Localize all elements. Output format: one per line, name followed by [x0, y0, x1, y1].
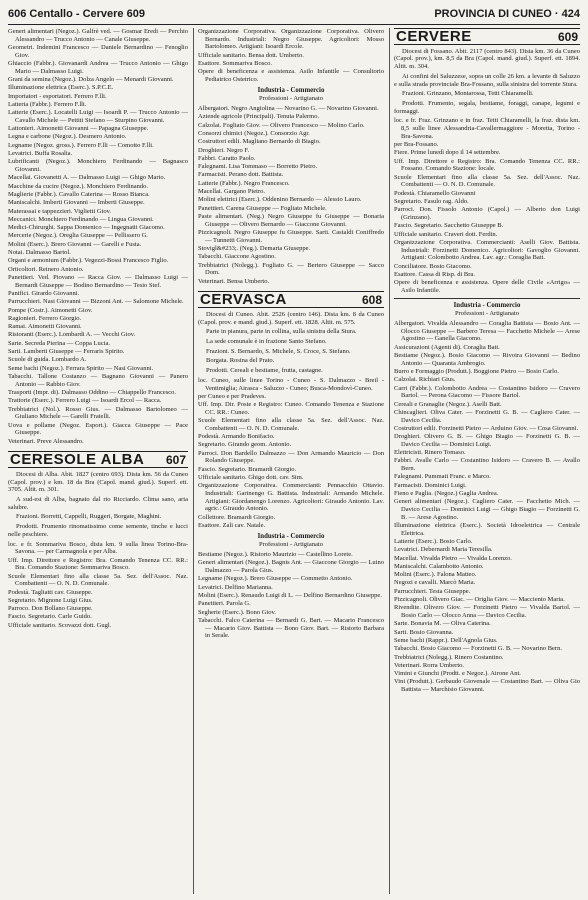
directory-entry: Falegnami. Lisa Tommaso — Borretto Pietro. — [198, 163, 318, 171]
directory-entry: Ramai. Aimonetti Giovanni. — [8, 323, 82, 331]
directory-entry: Farmacisti. Dominici Luigi. — [394, 481, 467, 489]
directory-entry: Generi alimentari (Negoz.). Cagliero Cater. — Facchetto Mich. — Davico Cecilia — Dominici Luigi — Ghigo Biagio — Forzinetti G. B. — Arese Agostino. — [394, 498, 580, 521]
ufficiale-sanitario: Ufficiale sanitario. Ghigo dott. cav. Sim. — [198, 474, 304, 482]
directory-entry: Stovigl&#233;. (Neg.). Demaria Giuseppe. — [198, 244, 311, 252]
fascio: Fascio. Segretario. Bramardi Giorgio. — [198, 465, 297, 473]
directory-entry: Farmacisti. Perano dott. Battista. — [198, 171, 284, 179]
directory-entry: Trebbiatrici (Nolegg.). Fogliato G. — Bertero Giuseppe — Sacco Dom. — [198, 261, 384, 277]
town-note: loc. e fr. Fraz. Grinzano e in fraz. Tetti Chiaramelli, la fraz. dista km. 8,5 sulle linee Alessandria-Cavallermaggiore - Moretta, Torino - Bra-Savona. — [394, 117, 580, 140]
directory-entry: Geometri. Indemini Francesco — Daniele Bernardino — Fenoglio Giov. — [8, 44, 188, 59]
podesta: Podestà. Armando Bonifacio. — [198, 433, 275, 441]
directory-entry: Parrucchieri. Nasi Giovanni — Bizzoni Ant. — Salomone Michele. — [8, 298, 184, 306]
opere-beneficenza: Opere di beneficenza e assistenza. Opere delle Civile «Arrigo» — Asilo Infantile. — [394, 279, 580, 294]
column-divider — [389, 28, 390, 894]
directory-entry: Illuminazione elettrica (Eserc.). Società Idroelettrica — Centrale Elettrica. — [394, 522, 580, 537]
frazioni: Frazioni. Borretti, Cappelli, Ruggeri, Borgate, Maghini. — [16, 513, 162, 521]
entry-list — [198, 28, 384, 84]
town-intro: Parte in pianura, parte in collina, sulla sinistra della Stura. — [206, 328, 357, 336]
directory-entry: Seme bachi (Negoz.). Ferrara Spirito — Nasi Giovanni. — [8, 364, 154, 372]
frazioni: Frazioni. S. Bernardo, S. Michele, S. Croce, S. Stefano. — [206, 347, 351, 355]
directory-entry: Negozi e cavalli. Marcò Maria. — [394, 579, 476, 587]
directory-entry: Carri (Fabbr.). Colombotto Andrea — Costantino Isidoro — Cravero Bartol. — Perona Giacomo — Fissore Bartol. — [394, 384, 580, 400]
directory-entry: Elettricisti. Rinero Tomaso. — [394, 449, 466, 457]
section-rule — [394, 298, 580, 299]
column-1 — [8, 28, 188, 894]
town-number: 608 — [361, 293, 382, 308]
directory-entry: Macellai. Gargano Pietro. — [198, 188, 266, 196]
esattore: Esattore. Cassa di Risp. di Bra. — [394, 270, 475, 278]
directory-entry: Panifici. Girardo Giovanni. — [8, 289, 80, 297]
directory-entry: Grani da semina (Negoz.). Dolza Angelo — Menardi Giovanni. — [8, 76, 174, 83]
directory-entry: Veterinari. Bensa Umberto. — [198, 277, 270, 285]
directory-entry: Segherie (Eserc.). Bono Giov. — [198, 608, 276, 616]
directory-entry: Latteria (Fabbr.). Ferrero F.lli. — [8, 100, 87, 108]
directory-entry: Sarti. Lamberti Giuseppe — Ferraris Spirito. — [8, 348, 125, 356]
directory-entry: Tabacchi. Tallone Costanzo — Bagnano Giovanni — Panero Antonio — Rabbio Giov. — [8, 372, 188, 388]
directory-entry: Albergatori. Vivalda Alessandro — Coraglia Battista — Bosio Ant. — Olocco Giuseppe — Barbero Teresa — Facchetto Michele — Arese Agostino — Ganella Giacomo. — [394, 319, 580, 343]
directory-entry: Levatrici. Delfino Marianna. — [198, 583, 273, 591]
notes-list — [198, 377, 384, 433]
town-intro: La sede comunale è in frazione Santo Stefano. — [206, 338, 327, 346]
town-note: per Bra-Fossano. — [394, 141, 439, 149]
directory-entry: Pizzicagnoli. Olivero Giac. — Origlia Giov. — Macciento Maria. — [394, 596, 565, 604]
notes-list — [394, 117, 580, 189]
directory-entry: Tabacchi. Falco Caterina — Bernardi G. Bart. — Macario Francesco — Macario Giov. Battista — Bono Giov. Bart. — Ristorto Barbara in Serale. — [198, 616, 384, 640]
town-name: CERVERE — [396, 28, 472, 45]
town-number: 607 — [165, 453, 186, 468]
directory-entry: Organizzazione Corporativa. Organizzazione Corporativa. Olivero Bernardo. Industriali: Negro Giuseppe. Agricoltori: Mosso Bartolomeo. Artigiani: Isoardi Ercole. — [198, 28, 384, 51]
directory-entry: Legname (Negoz. gross.). Ferrero F.lli — Comotto F.lli. — [8, 141, 154, 149]
directory-entry: Panettieri. Carena Giuseppe — Fogliato Michele. — [198, 204, 327, 212]
directory-entry: Consorzi chimici (Negoz.). Consorzio Agr. — [198, 130, 310, 137]
section-subheading: Professioni - Artigianato — [259, 95, 323, 103]
directory-entry: Pompe (Costr.). Aimonetti Giov. — [8, 306, 93, 314]
town-name: CERESOLE ALBA — [10, 451, 145, 469]
directory-entry: Notai. Dalmasso Bartol. — [8, 249, 71, 257]
town-note: per Cuneo e per Pradeves. — [198, 392, 267, 400]
ufficiale-sanitario: Ufficiale sanitario. Scovazzi dott. Gugl. — [8, 621, 112, 629]
podesta: Podestà. Tagliatti cav. Giuseppe. — [8, 588, 93, 596]
directory-entry: Sarti. Bosio Giovanna. — [394, 628, 454, 636]
directory-entry: Trasporti (Impr. di). Dalmasso Oddino — Chiappello Francesco. — [8, 388, 177, 396]
directory-entry: Macellai. Giovanetti A. — Dalmasso Luigi — Ghigo Mario. — [8, 174, 166, 182]
directory-entry: Legna e carbone (Negoz.). Desmero Antonio. — [8, 133, 127, 141]
town-note: Scuole Elementari fino alla classe 5a. Sez. dell'Assoc. Naz. Combattenti — O. N. D. Comunale. — [394, 173, 580, 189]
segretario: Segretario. Girando geom. Antonio. — [198, 441, 292, 449]
directory-entry: Droghieri. Olivero G. B. — Ghigo Biagio — Forzinetti G. B. — Davico Cecilia — Dominici Luigi. — [394, 433, 580, 448]
directory-entry: Illuminazione elettrica (Eserc.). S.P.C.E. — [8, 84, 114, 92]
directory-entry: Macellai. Vivalda Pietro — Vivalda Lorenzo. — [394, 554, 512, 562]
ufficiale-sanitario: Ufficiale sanitario. Craveri dott. Ferdin. — [394, 230, 498, 238]
directory-entry: Generi alimentari (Negoz.). Bagnis Ant. — Giaccone Giorgio — Luino Dalmazzo — Parola Gius. — [198, 559, 384, 575]
directory-entry: Sarte. Secreda Pierina — Coppa Lucia. — [8, 339, 110, 347]
directory-entry: Ragionieri. Ferrero Giorgio. — [8, 314, 82, 322]
entry-list — [8, 28, 188, 445]
parroci: Parroci. Don. Fissolo Antonio (Capol.) — Alberto don Luigi (Grinzano). — [394, 206, 580, 221]
header-left: 606 Centallo - Cervere 609 — [8, 8, 145, 20]
directory-entry: Meccanici. Monchiero Ferdinando — Lingua Giovanni. — [8, 215, 154, 223]
directory-entry: Levatrici. Debernardi Maria Teresilla. — [394, 546, 493, 554]
segretario: Segretario. Mignone Luigi Gius. — [8, 596, 93, 604]
directory-entry: Molini (Eserc.). Renaudo Luigi di L. — Delfino Bernardino Giuseppe. — [198, 592, 382, 600]
collettore: Collettore. Bramardi Giorgio. — [198, 513, 276, 521]
esattore: Esattore. Zali cav. Natale. — [198, 522, 266, 530]
town-note: Scuole Elementari fino alla classe 5a. Sez. dell'Assoc. Naz. Combattenti — O. N. D. Comunale. — [8, 572, 188, 588]
directory-entry: Materassai e tappezzieri. Viglietti Giov. — [8, 207, 112, 215]
directory-entry: Latterie (Eserc.). Bosio Carlo. — [394, 538, 473, 545]
town-note: Uff. Imp. Direttore e Registro: Bra. Comando Tenenza CC. RR.: Bra. Comando Stazione: Sommariva Bosco. — [8, 556, 188, 572]
directory-entry: Vini (Produtt.). Gerbaudo Giovenale — Costantino Bart. — Oliva Gio Battista — Marchisio Giovanni. — [394, 678, 580, 694]
directory-entry: Assicurazioni (Agenti di). Coraglia Batt. — [394, 343, 500, 351]
directory-entry: Latterie (Fabbr.). Negro Francesco. — [198, 179, 290, 187]
town-number: 609 — [557, 30, 578, 44]
directory-entry: Esattore. Sommariva Bosco. — [198, 60, 273, 67]
directory-entry: Burro e Formaggio (Produtt.). Boggione Pietro — Bosio Carlo. — [394, 367, 559, 375]
section-heading: Industria - Commercio — [257, 532, 325, 540]
town-intro: Diocesi di Cuneo. Abit. 2526 (centro 146). Dista km. 8 da Cuneo (Capol. prov. e mand. giud.). Superf. ett. 1828. Altit. m. 575. — [198, 310, 384, 326]
directory-entry: Veterinari. Preve Alessandro. — [8, 437, 84, 445]
fascio: Fascio. Segretario. Sacchetto Giuseppe B. — [394, 222, 504, 230]
directory-entry: Cereali e Granaglie (Negoz.). Aselli Batt. — [394, 400, 502, 408]
directory-entry: Ufficiale sanitario. Bensa dott. Umberto. — [198, 51, 304, 59]
town-intro: A sud-est di Alba, bagnato dal rio Ricciardo. Clima sano, aria salubre. — [8, 496, 188, 511]
town-intro: Diocesi di Alba. Abit. 1827 (centro 693). Dista km. 56 da Cuneo (Capol. prov.) e km. 18 da Bra (Capol. mand. giud.). Superf. ett. 3705. Altit. m. 301. — [8, 470, 188, 494]
town-heading — [8, 451, 188, 468]
directory-entry: Lattonieri. Aimonetti Giovanni — Papagna Giuseppe. — [8, 125, 149, 133]
column-2 — [198, 28, 384, 894]
town-name: CERVASCA — [200, 291, 287, 309]
directory-entry: Molini elettrici (Eserc.). Oddenino Bernardo — Alessio Lauro. — [198, 196, 362, 204]
directory-entry: Maniscalchi. Imberti Giovanni — Imberti Giuseppe. — [8, 199, 145, 207]
town-note: Uff. Imp. Direttore e Registro: Bra. Comando Tenenza CC. RR.: Fossano. Comando Stazione: locale. — [394, 157, 580, 173]
directory-entry: Rivendite. Olivero Giov. — Forzinetti Pietro — Vivalda Bartol. — Bosio Carlo — Olocco Anna — Davico Cecilia. — [394, 604, 580, 620]
directory-entry: Calzolai. Fogliato Giov. — Olivero Francesco — Molino Carlo. — [198, 121, 365, 129]
town-intro: Ai confini del Saluzzese, sopra un colle 26 km. a levante di Saluzzo e sulla strada provinciale Bra-Fossano, sulla sinistra del torrente Stura. — [394, 72, 580, 88]
directory-entry: Costruttori edili. Forzinetti Pietro — Arduino Giov. — Cosa Giovanni. — [394, 424, 579, 432]
directory-entry: Aziende agricole (Principali). Tenuta Palermo. — [198, 113, 320, 121]
directory-entry: Levatrici. Buffa Rosalia. — [8, 150, 73, 158]
directory-entry: Ristoranti (Eserc.). Lombardi A. — Vecchi Giov. — [8, 331, 136, 339]
town-note: Fiere. Prime lunedì dopo il 14 settembre. — [394, 149, 501, 157]
column-3 — [394, 28, 580, 894]
directory-entry: Generi alimentari (Negoz.). Galfrè ved. — Gosmar Eredi — Perchio Alessandro — Trucco Antonio — Canale Giuseppe. — [8, 28, 188, 43]
directory-entry: Tabacchi. Bosio Giacomo — Forzinetti G. B. — Novarino Bern. — [394, 645, 562, 653]
directory-entry: Lubrificanti (Negoz.). Monchiero Ferdinando — Bagnasco Giovanni. — [8, 158, 188, 174]
directory-entry: Veterinari. Rorra Umberto. — [394, 661, 465, 669]
conciliatore: Conciliatore. Bosio Giacomo. — [394, 262, 472, 270]
directory-entry: Panettieri. Parola G. — [198, 600, 251, 608]
directory-entry: Trebbiatrici (Nol.). Rosso Gius. — Dalmasso Bartolomeo — Giuliano Michele — Garelli Fratelli. — [8, 405, 188, 421]
directory-entry: Organi e armonium (Fabbr.). Vegezzi-Bossi Francesco Figlio. — [8, 257, 169, 265]
organizzazione-corporativa: Organizzazione Corporativa. Commercianti: Aselli Giov. Battista. Industriali: Forzinetti Domenico. Agricoltori: Gavoglio Giovanni. Artigiani: Colombotto Andrea. Lav. agr.: Coraglia Batt. — [394, 238, 580, 262]
directory-entry: Bestiame (Negoz.). Ristorto Maurizio — Castellino Lorete. — [198, 551, 353, 559]
town-note: loc. e fr. Sommariva Bosco, dista km. 9 sulla linea Torino-Bra-Savona. — per Carmagnola e per Alba. — [8, 540, 188, 556]
directory-entry: Macchine da cucire (Negoz.). Monchiero Ferdinando. — [8, 182, 149, 190]
town-heading — [394, 28, 580, 45]
town-heading — [198, 291, 384, 308]
directory-entry: Legname (Negoz.). Brero Giuseppe — Commetto Antonio. — [198, 575, 353, 583]
directory-entry: Seme bachi (Rappr.). Dell'Agnola Gius. — [394, 636, 498, 644]
directory-entry: Costruttori edili. Magliano Bernardo di Biagio. — [198, 138, 321, 146]
directory-entry: Chincaglieri. Oliva Cater. — Forzinetti G. B. — Cagliero Cater. — Davico Cecilia. — [394, 408, 580, 424]
town-note: loc. Cuneo, sulle linee Torino - Cuneo - S. Dalmazzo - Breil - Ventimiglia; Airasca - Saluzzo - Cuneo; Busca-Mondovì-Cuneo. — [198, 376, 384, 392]
segretario: Segretario. Fasulo rag. Aldo. — [394, 197, 469, 205]
directory-entry: Maglierie (Fabbr.). Cavallo Caterina — Rosso Bianca. — [8, 190, 150, 198]
podesta: Podestà. Chiaramello Giovanni — [394, 189, 476, 197]
directory-entry: Latterie (Eserc.). Locatelli Luigi — Isoardi P. — Trucco Antonio — Cavallo Michele — Pettiti Stefano — Sturpino Giovanni. — [8, 109, 188, 124]
fascio: Fascio. Segretario. Carle Guido. — [8, 613, 92, 621]
directory-entry: Pizzicagnoli. Negro Giuseppe fu Giuseppe. Sarti. Castaldi Coniffredo — Tunnetti Giovanni. — [198, 228, 384, 244]
header-rule — [8, 24, 580, 25]
section-subheading: Professioni - Artigianato — [455, 310, 519, 318]
directory-entry: Orticoltori. Reinero Antonio. — [8, 265, 84, 273]
directory-entry: Panettieri. Ved. Piovano — Racca Giov. — Dalmasso Luigi — Bernardi Giuseppe — Bodino Bernardino — Tesio Stef. — [8, 273, 188, 289]
entry-list — [394, 320, 580, 694]
prodotti: Prodotti. Frumento rinomatissimo come semente, tinche e lucci nelle peschiere. — [8, 523, 188, 538]
parroci: Parroci. Don Bardello Dalmazzo — Don Armando Mauricio — Don Rolando Giuseppe. — [198, 449, 384, 465]
directory-entry: Mercerie (Negoz.). Oreglia Giuseppe — Pellissero G. — [8, 232, 148, 240]
directory-entry: Fabbri. Avalle Carlo — Costantino Isidoro — Cravero B. — Avallo Bern. — [394, 457, 580, 473]
directory-entry: Molini (Eserc.). Brero Giovanni — Garelli e Fusta. — [8, 240, 142, 248]
directory-entry: Bestiame (Negoz.). Bosio Giacomo — Rivoira Giovanni — Bedino Antonio — Quaranta Ambrogio. — [394, 351, 580, 367]
directory-entry: Tabacchi. Giaccone Agostino. — [198, 253, 276, 261]
frazioni: Frazioni. Grinzano, Montarossa, Tetti Chiaramelli. — [402, 90, 534, 98]
town-intro: Diocesi di Fossano. Abit. 2117 (centro 843). Dista km. 36 da Cuneo (Capol. prov.), km. 8,5 da Bra (Capol. mand. giud.). Superf. ett. 1894. Altit. m. 304. — [394, 47, 580, 71]
borgata: Borgata. Rosina del Prato. — [206, 357, 275, 365]
directory-entry: Importatori - esportatori. Ferrero F.lli. — [8, 92, 107, 100]
directory-entry: Scuole di guida. Lombardo A. — [8, 356, 87, 364]
prodotti: Prodotti. Frumento, segala, bestiame, foraggi, canape, legumi e formaggi. — [394, 99, 580, 115]
directory-entry: Albergatori. Negro Angiolina — Novarino G. — Novarino Giovanni. — [198, 105, 379, 113]
entry-list — [198, 105, 384, 285]
parroco: Parroco. Don Bollano Giuseppe. — [8, 605, 93, 613]
directory-entry: Trebbiatrici (Nolegg.). Rinero Costantino. — [394, 653, 504, 661]
directory-entry: Molini (Eserc.). Falona Matteo. — [394, 571, 477, 579]
town-note: Uff. Imp. Dir. Poste e Registro: Cuneo. Comando Tenenza e Stazione CC. RR.: Cuneo. — [198, 401, 384, 416]
section-subheading: Professioni - Artigianato — [259, 541, 323, 549]
entry-list — [198, 551, 384, 640]
directory-entry: Sarte. Bonavia M. — Oliva Caterina. — [394, 620, 491, 628]
prodotti: Prodotti. Cereali e bestiame, frutta, castagne. — [206, 367, 323, 375]
section-heading: Industria - Commercio — [257, 86, 325, 94]
directory-entry: Medici-Chirurghi. Sappa Domenico — Ingegnatti Giacomo. — [8, 224, 165, 232]
column-divider — [193, 28, 194, 894]
directory-entry: Parrucchieri. Testa Giuseppe. — [394, 587, 471, 595]
directory-entry: Droghieri. Negro F. — [198, 146, 250, 154]
directory-entry: Vimini e Giunchi (Prodtt. e Negoz.). Airone Ant. — [394, 670, 521, 678]
directory-entry: Falegnami. Pummati Franc. e Marco. — [394, 473, 491, 481]
directory-entry: Paste alimentari. (Neg.) Negro Giuseppe fu Giuseppe — Bonaria Giuseppe — Olivero Bernardo — Giaccone Giovanni. — [198, 212, 384, 228]
section-heading: Industria - Commercio — [453, 301, 521, 309]
directory-entry: Opere di beneficenza e assistenza. Asilo Infantile — Consultorio Pediatrico Ostetrico. — [198, 68, 384, 83]
directory-entry: Ghiaccio (Fabbr.). Giovanardi Andrea — Trucco Antonio — Ghigo Mario — Dalmasso Luigi. — [8, 60, 188, 75]
directory-entry: Fieno e Paglia. (Negoz.) Gaglia Andrea. — [394, 490, 499, 497]
directory-entry: Trattorie (Eserc.). Ferrero Luigi — Isoardi Ercol — Racca. — [8, 397, 162, 405]
header-right: PROVINCIA DI CUNEO · 424 — [434, 8, 580, 20]
directory-entry: Calzolai. Richiari Gius. — [394, 376, 456, 384]
organizzazione-corporativa: Organizzazione Corporativa. Commercianti: Pennacchio Ottavio. Industriali: Garinengo G. Battista. Industriali: Armando Michele. Artigiani: Giordanengo Lorenzo. Agricoltori: Giraudo Antonio. Lav. agric.: Giraudo Antonio. — [198, 482, 384, 513]
directory-entry: Maniscalchi. Calambotto Antonio. — [394, 562, 484, 570]
directory-entry: Fabbri. Caratto Paolo. — [198, 154, 256, 162]
town-note: Scuole Elementari fino alla classe 5a. Sez. dell'Assoc. Naz. Combattenti — O. N. D. Comunale. — [198, 417, 384, 432]
notes-list — [8, 541, 188, 588]
page-header — [8, 6, 580, 24]
directory-entry: Uova e pollame (Negoz. Esport.). Giacca Giuseppe — Pace Giuseppe. — [8, 421, 188, 437]
